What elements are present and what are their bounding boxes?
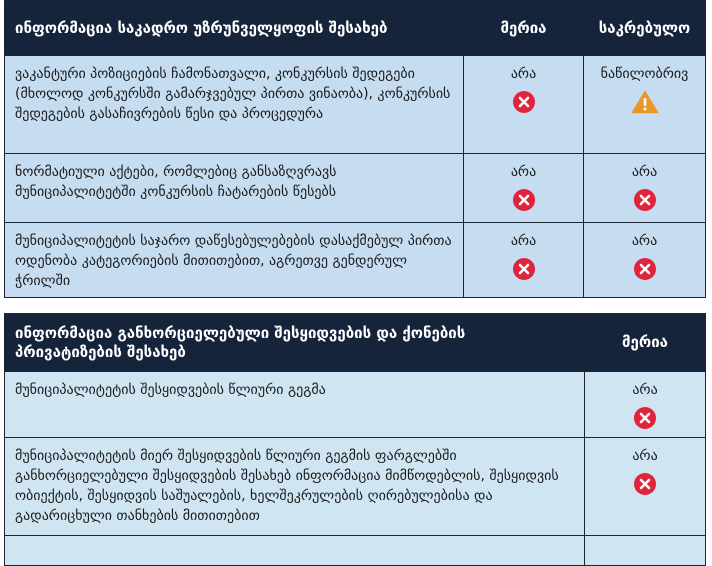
table-row <box>5 154 706 223</box>
cross-icon <box>633 188 657 212</box>
table-row <box>5 438 706 536</box>
row-description: ვაკანტური პოზიციების ჩამონათვალი, კონკურსის შედეგები (მხოლოდ კონკურსში გამარჯვებულ პირთა ვინაობა), კონკურსის შედეგების გასაჩივრების წესი და პროცედურა <box>5 56 464 154</box>
staffing-info-table <box>4 0 706 298</box>
status-label: არა <box>510 164 537 180</box>
warning-icon <box>631 90 659 114</box>
row-description: მუნიციპალიტეტის საჯარო დაწესებულებების დასაქმებულ პირთა ოდენობა კატეგორიების მითითებით, აგრეთვე გენდერულ ჭრილში <box>5 223 464 298</box>
table-row <box>5 56 706 154</box>
row-description: მუნიციპალიტეტის შესყიდვების წლიური გეგმა <box>5 372 585 438</box>
topic-header: ინფორმაცია განხორციელებული შესყიდვების და ქონების პრივატიზების შესახებ <box>5 314 585 372</box>
city-hall-status-partial <box>585 536 706 566</box>
city-hall-status <box>464 223 584 298</box>
topic-header: ინფორმაცია საკადრო უზრუნველყოფის შესახებ <box>5 1 464 56</box>
city-hall-status <box>464 154 584 223</box>
status-label: არა <box>510 66 537 82</box>
city-hall-status <box>464 56 584 154</box>
cross-icon <box>512 90 536 114</box>
status-label: არა <box>632 382 658 398</box>
city-hall-header: მერია <box>464 1 584 56</box>
table-row <box>5 536 706 566</box>
city-hall-status <box>585 372 706 438</box>
status-label: არა <box>631 164 658 180</box>
council-header: საკრებულო <box>584 1 706 56</box>
council-status <box>584 223 706 298</box>
row-description-partial <box>5 536 585 566</box>
row-description: მუნიციპალიტეტის მიერ შესყიდვების წლიური გეგმის ფარგლებში განხორციელებული შესყიდვების შესახებ ინფორმაცია მიმწოდებლის, შესყიდვის ობიექტის, შესყიდვის საშუალების, ხელშეკრულების ღირებულებისა და გადარიცხული თანხების მითითებით <box>5 438 585 536</box>
council-status <box>584 154 706 223</box>
status-label: არა <box>631 233 658 249</box>
table-row <box>5 372 706 438</box>
status-label: არა <box>510 233 537 249</box>
table-row <box>5 223 706 298</box>
cross-icon <box>633 406 657 430</box>
city-hall-header: მერია <box>585 314 706 372</box>
cross-icon <box>633 257 657 281</box>
status-label: არა <box>632 448 658 464</box>
city-hall-status <box>585 438 706 536</box>
council-status <box>584 56 706 154</box>
status-label: ნაწილობრივ <box>600 66 689 82</box>
cross-icon <box>512 257 536 281</box>
row-description: ნორმატიული აქტები, რომლებიც განსაზღვრავს მუნიციპალიტეტში კონკურსის ჩატარების წესებს <box>5 154 464 223</box>
cross-icon <box>633 472 657 496</box>
procurement-info-table <box>4 313 706 566</box>
cross-icon <box>512 188 536 212</box>
